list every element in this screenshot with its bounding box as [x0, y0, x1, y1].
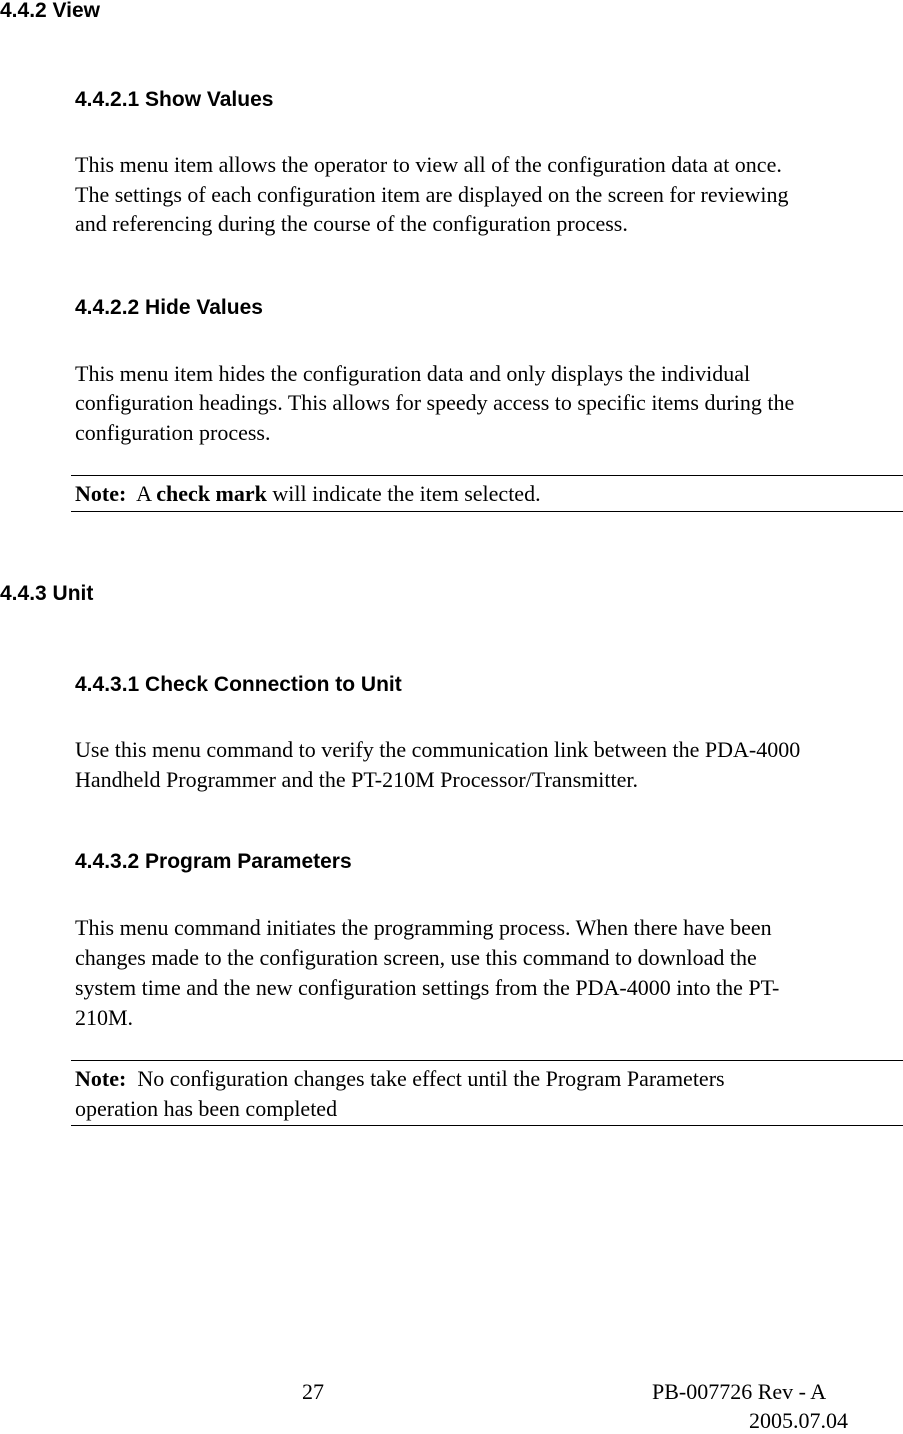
note-bottom-rule	[71, 511, 903, 512]
note-2-label: Note:	[75, 1066, 127, 1091]
hide-values-line-1: This menu item hides the configuration data and only displays the individual	[75, 361, 751, 386]
note-2-line-2: operation has been completed	[75, 1096, 338, 1121]
program-parameters-line-1: This menu command initiates the programming process. When there have been	[75, 915, 772, 940]
doc-id: PB-007726 Rev - A	[652, 1379, 827, 1404]
note-bold-text: check mark	[156, 481, 267, 506]
show-values-line-1: This menu item allows the operator to view all of the configuration data at once.	[75, 152, 782, 177]
subsection-heading-program-parameters: 4.4.3.2 Program Parameters	[75, 850, 352, 873]
program-parameters-line-3: system time and the new configuration settings from the PDA-4000 into the PT-	[75, 975, 780, 1000]
check-connection-line-1: Use this menu command to verify the communication link between the PDA-4000	[75, 737, 801, 762]
note-check-mark	[75, 481, 541, 507]
program-parameters-line-4: 210M.	[75, 1005, 134, 1030]
program-parameters-line-2: changes made to the configuration screen, use this command to download the	[75, 945, 757, 970]
subsection-heading-check-connection: 4.4.3.1 Check Connection to Unit	[75, 673, 402, 696]
hide-values-line-2: configuration headings. This allows for speedy access to specific items during the	[75, 390, 795, 415]
note-2-bottom-rule	[71, 1125, 903, 1126]
note-label: Note:	[75, 481, 127, 506]
note-text-pre: A	[136, 481, 151, 506]
note-2-text-1: No configuration changes take effect until the Program Parameters	[137, 1066, 725, 1091]
show-values-line-2: The settings of each configuration item are displayed on the screen for reviewing	[75, 182, 789, 207]
show-values-line-3: and referencing during the course of the configuration process.	[75, 211, 628, 236]
hide-values-line-3: configuration process.	[75, 420, 271, 445]
doc-date: 2005.07.04	[749, 1408, 848, 1433]
note-top-rule	[71, 475, 903, 476]
subsection-heading-show-values: 4.4.2.1 Show Values	[75, 88, 274, 111]
check-connection-line-2: Handheld Programmer and the PT-210M Processor/Transmitter.	[75, 767, 638, 792]
note-text-post: will indicate the item selected.	[272, 481, 541, 506]
note-2-top-rule	[71, 1060, 903, 1061]
subsection-heading-hide-values: 4.4.2.2 Hide Values	[75, 296, 263, 319]
note-2-line-1	[75, 1066, 725, 1092]
section-heading-unit: 4.4.3 Unit	[0, 582, 94, 605]
section-heading-view: 4.4.2 View	[0, 0, 101, 22]
page-number: 27	[302, 1379, 324, 1404]
